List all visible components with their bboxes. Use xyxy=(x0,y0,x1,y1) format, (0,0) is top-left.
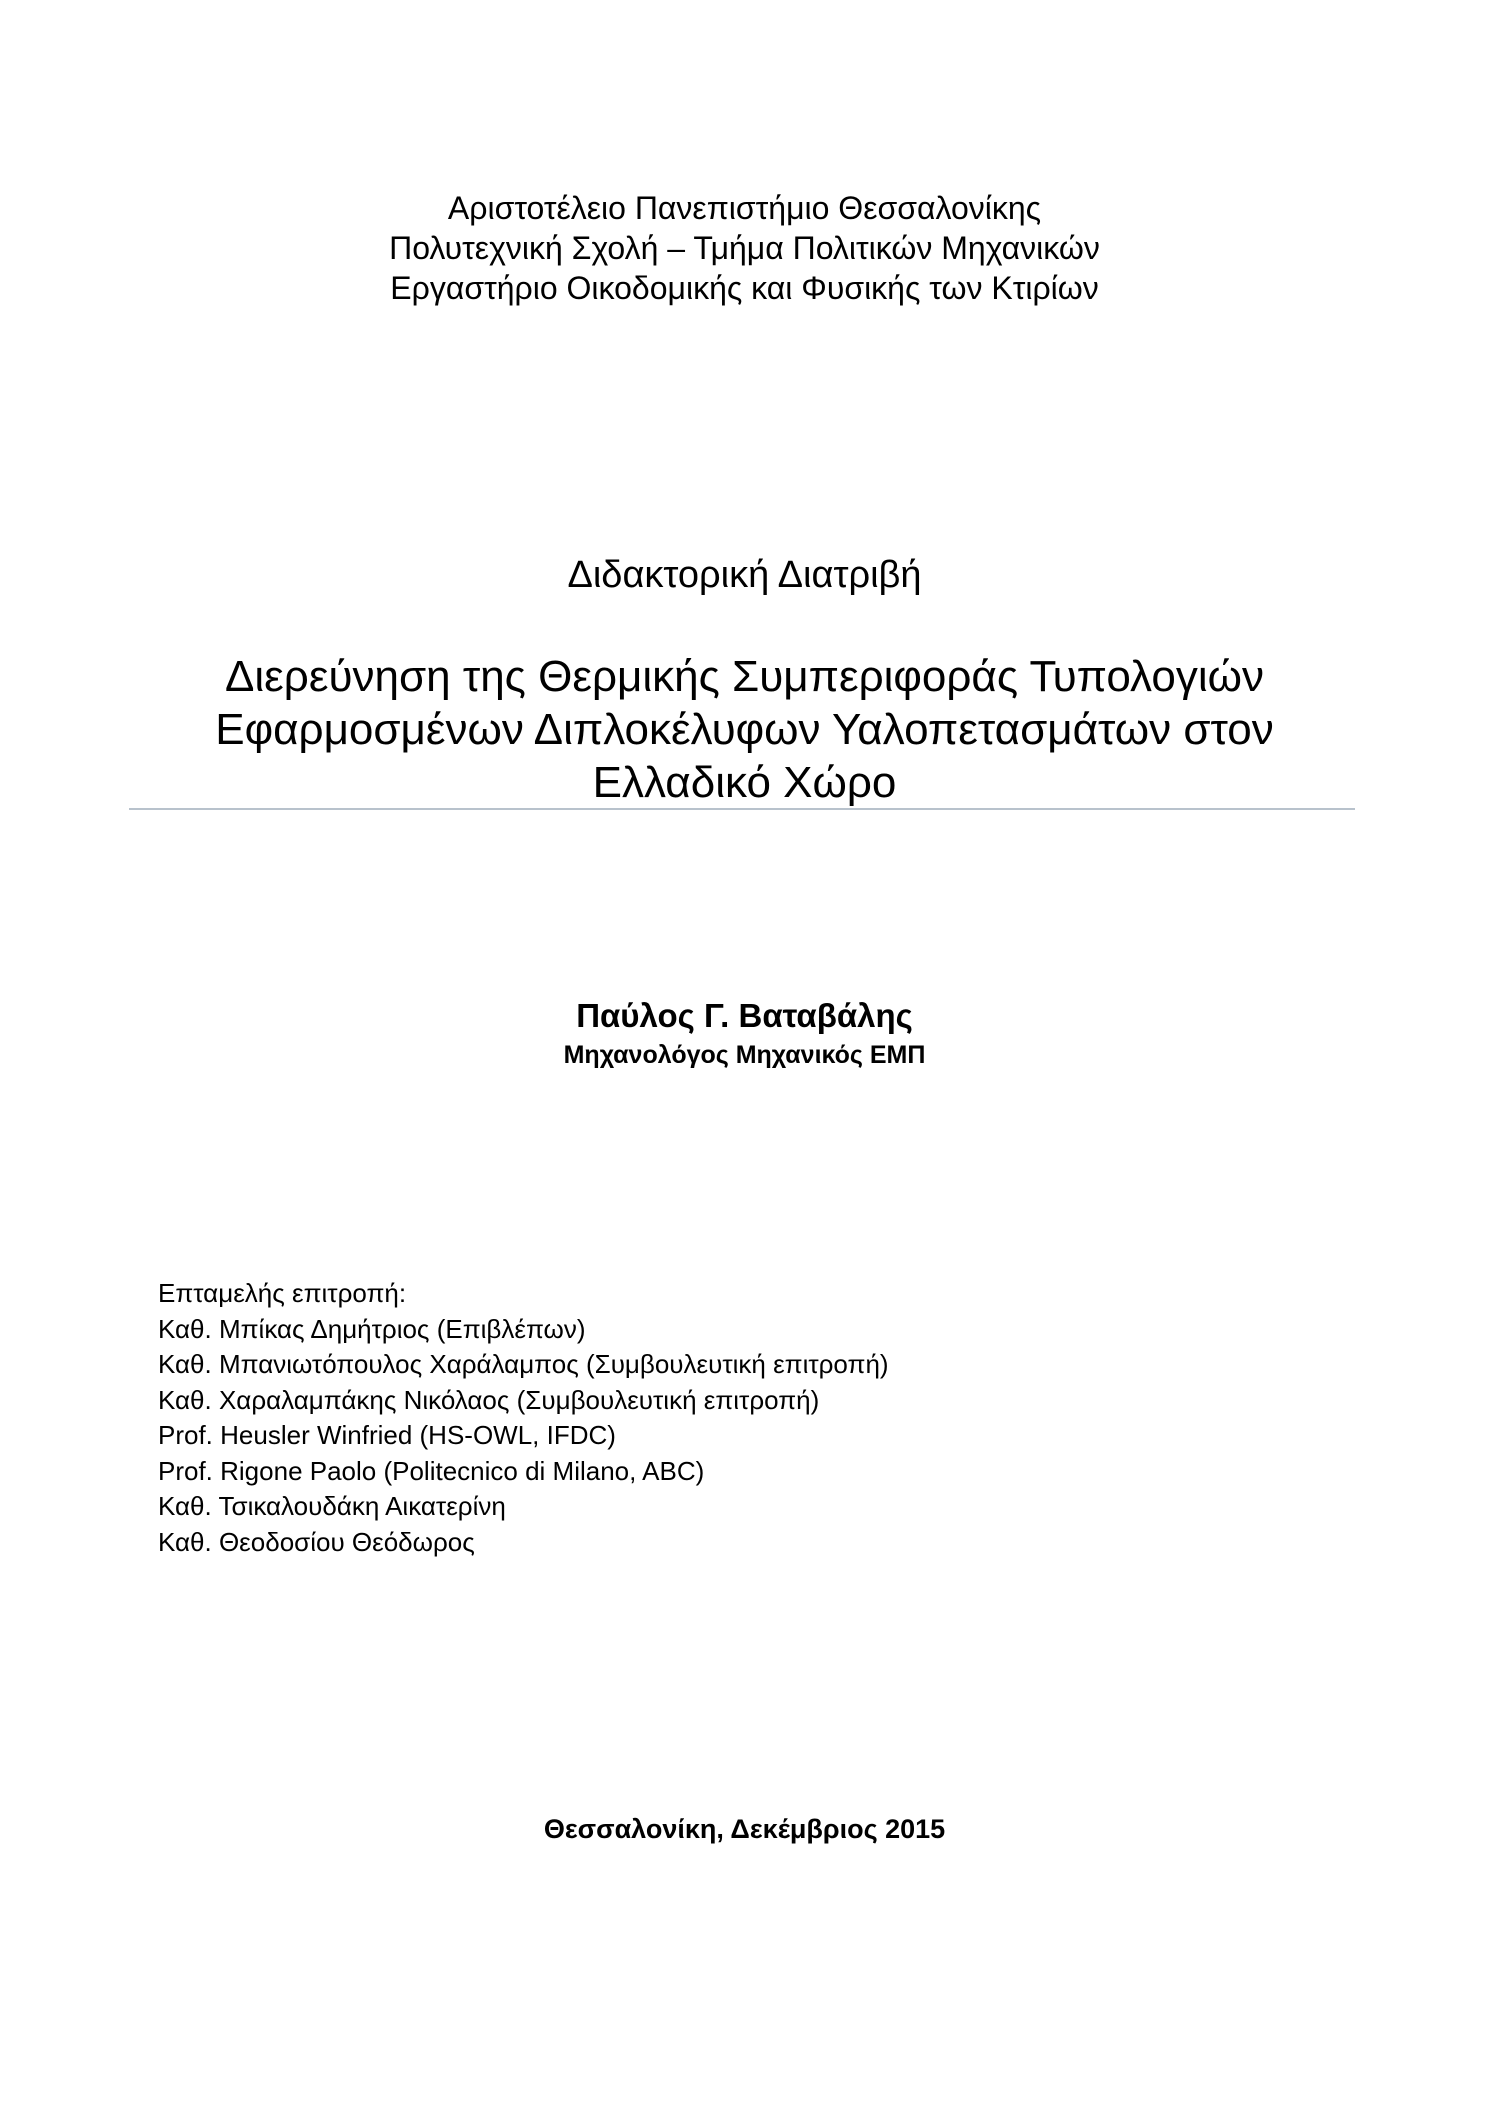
institution-header xyxy=(0,188,1489,308)
committee-member: Καθ. Μπανιωτόπουλος Χαράλαμπος (Συμβουλευτική επιτροπή) xyxy=(158,1349,889,1379)
university-name: Αριστοτέλειο Πανεπιστήμιο Θεσσαλονίκης xyxy=(447,190,1042,226)
committee-member: Prof. Heusler Winfried (HS-OWL, IFDC) xyxy=(158,1420,616,1450)
committee-member: Καθ. Θεοδοσίου Θεόδωρος xyxy=(158,1526,475,1557)
school-department: Πολυτεχνική Σχολή – Τμήμα Πολιτικών Μηχανικών xyxy=(389,230,1100,266)
author-name: Παύλος Γ. Βαταβάλης xyxy=(576,997,913,1034)
document-type: Διδακτορική Διατριβή xyxy=(567,554,922,596)
thesis-title-line: Ελλαδικό Χώρο xyxy=(592,758,897,807)
committee-list xyxy=(158,1276,889,1560)
thesis-title-line: Διερεύνηση της Θερμικής Συμπεριφοράς Τυπολογιών xyxy=(225,652,1264,701)
laboratory-name: Εργαστήριο Οικοδομικής και Φυσικής των Κτιρίων xyxy=(390,270,1099,306)
committee-member: Καθ. Τσικαλουδάκη Αικατερίνη xyxy=(158,1491,506,1521)
place-date: Θεσσαλονίκη, Δεκέμβριος 2015 xyxy=(543,1814,946,1844)
committee-member: Καθ. Χαραλαμπάκης Νικόλαος (Συμβουλευτική επιτροπή) xyxy=(158,1384,820,1415)
committee-heading: Επταμελής επιτροπή: xyxy=(158,1278,407,1308)
author-degree: Μηχανολόγος Μηχανικός ΕΜΠ xyxy=(563,1041,926,1069)
title-divider xyxy=(129,808,1355,810)
committee-member: Καθ. Μπίκας Δημήτριος (Επιβλέπων) xyxy=(158,1313,586,1344)
committee-member: Prof. Rigone Paolo (Politecnico di Milano, ABC) xyxy=(158,1455,705,1486)
thesis-title xyxy=(0,650,1489,809)
thesis-title-line: Εφαρμοσμένων Διπλοκέλυφων Υαλοπετασμάτων στον xyxy=(215,705,1274,754)
